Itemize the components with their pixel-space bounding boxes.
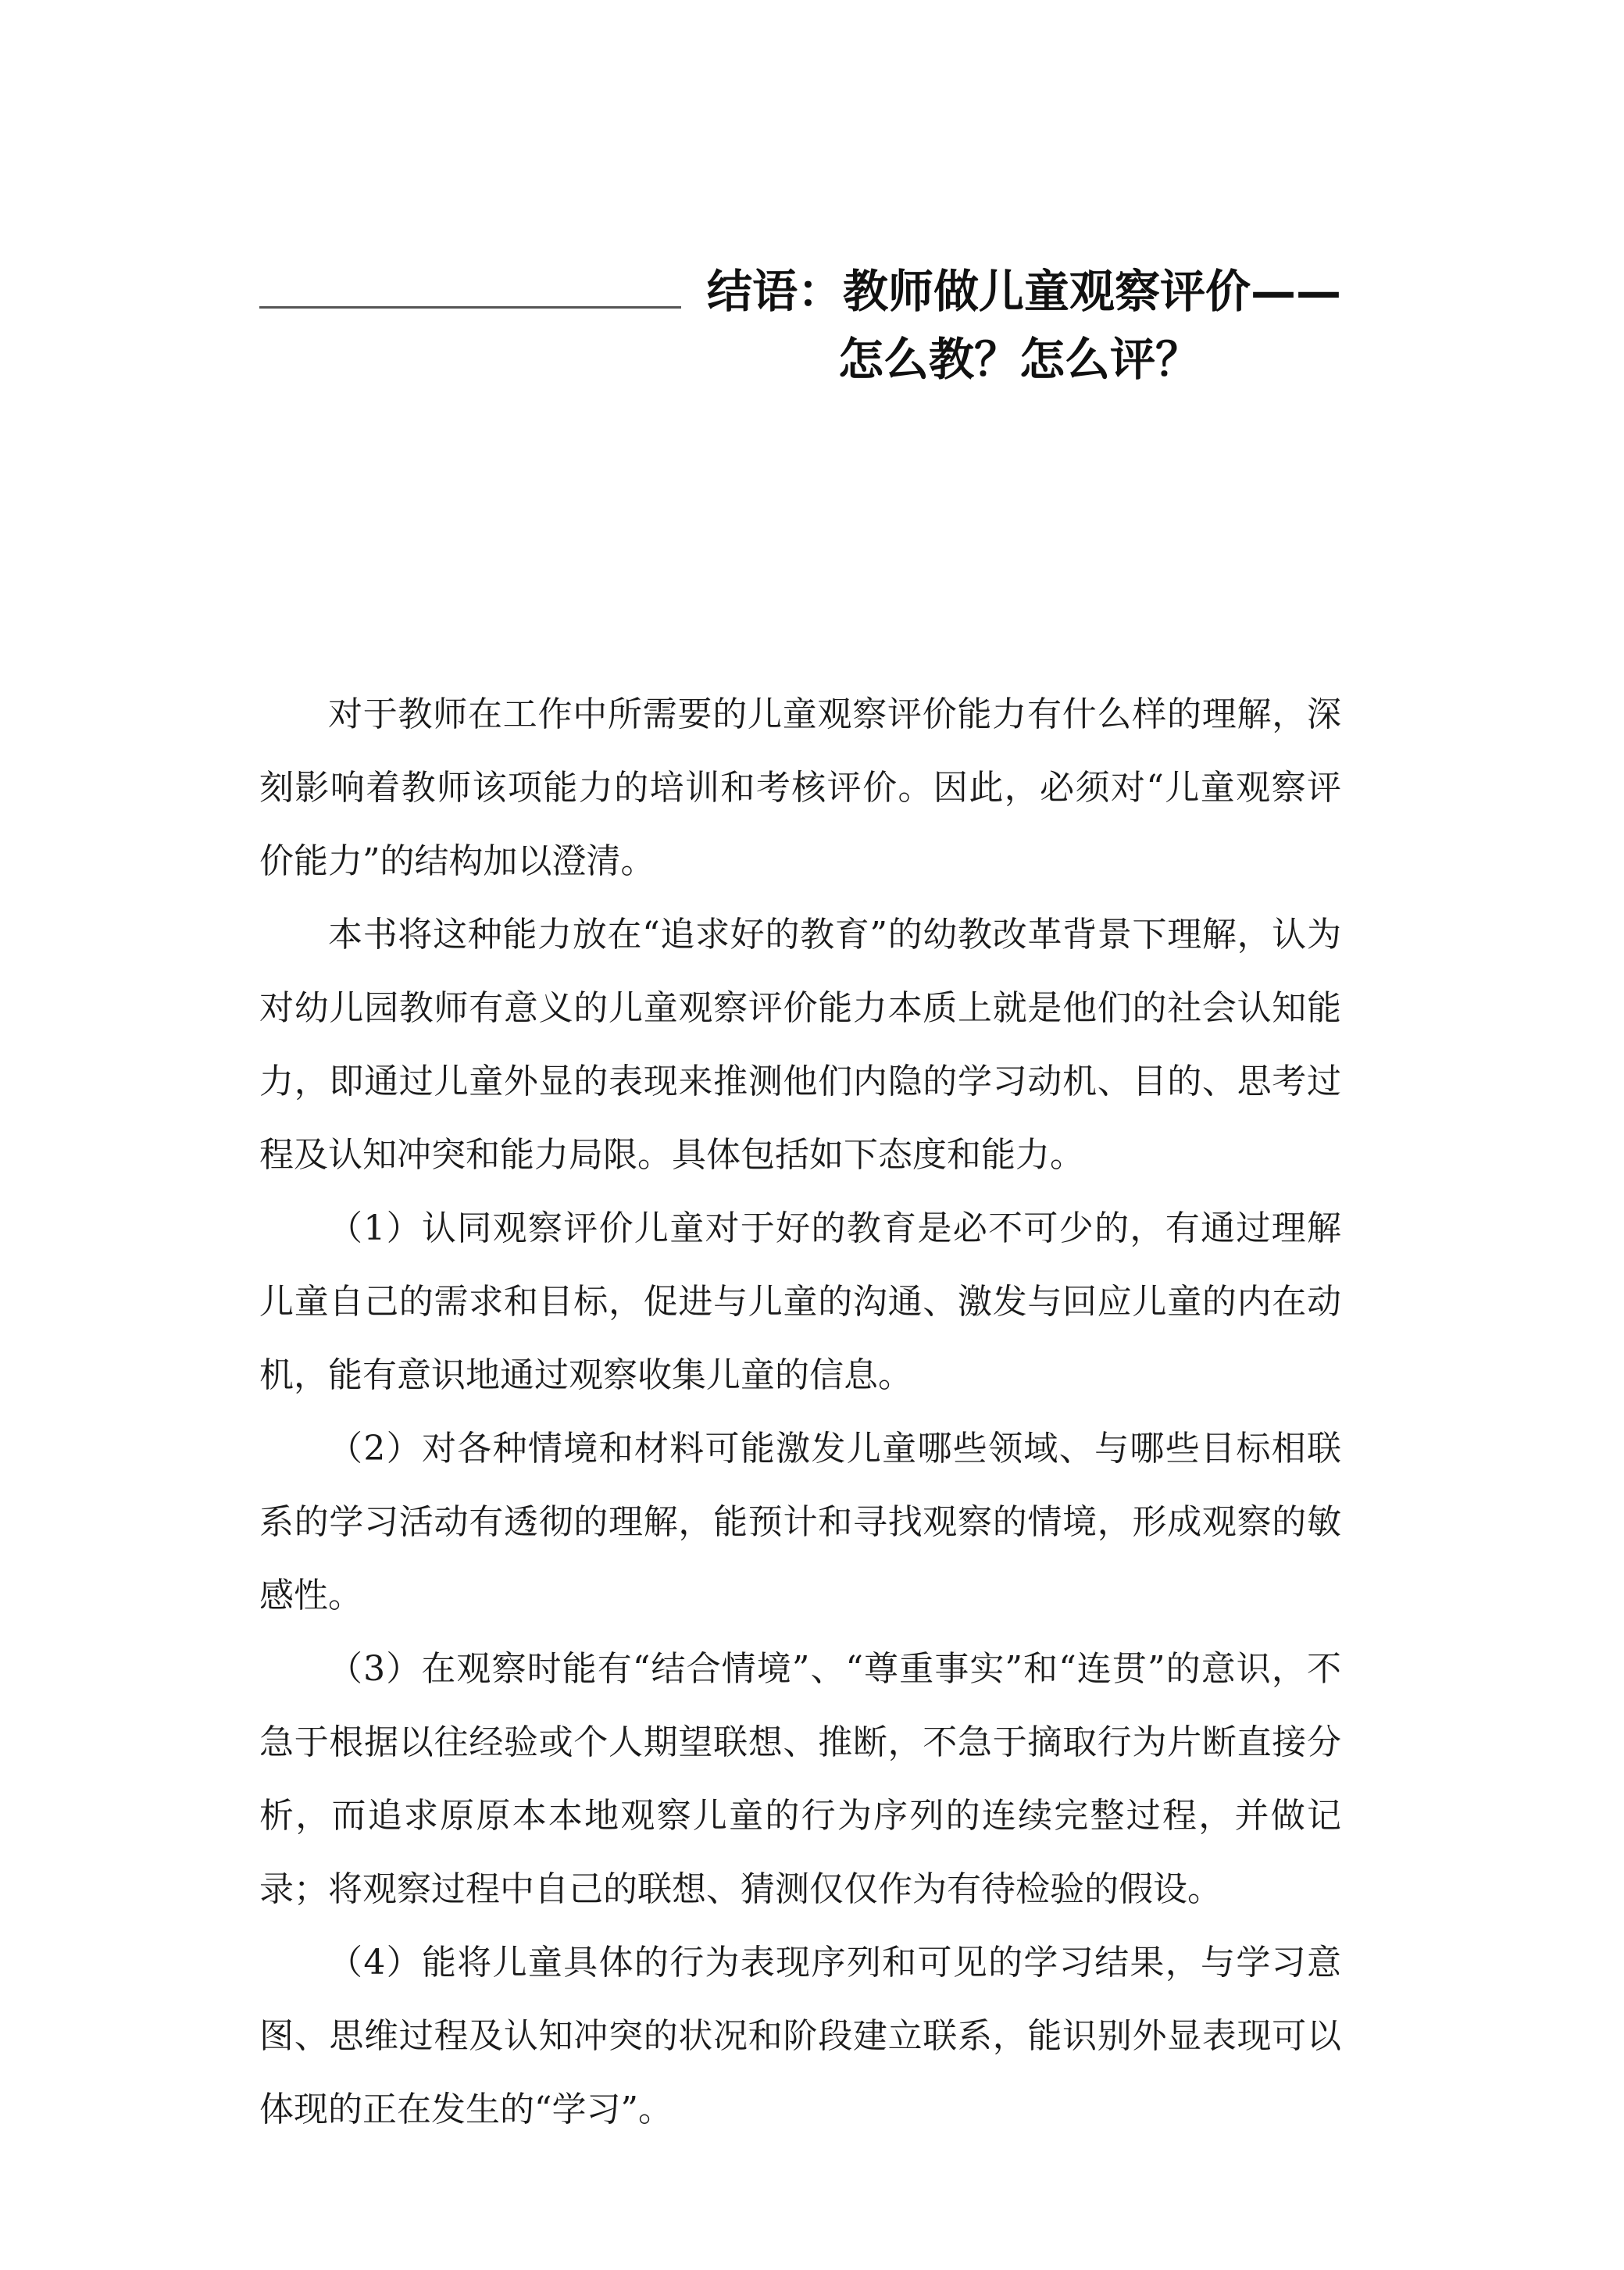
chapter-title-line2: 怎么教？怎么评？ [838, 333, 1201, 386]
chapter-title-line1: 结语：教师做儿童观察评价—— [707, 265, 1342, 318]
chapter-title [707, 258, 1410, 394]
paragraph-definition: 本书将这种能力放在“追求好的教育”的幼教改革背景下理解，认为对幼儿园教师有意义的儿童观察评价能力本质上就是他们的社会认知能力，即通过儿童外显的表现来推测他们内隐的学习动机、目的、思考过程及认知冲突和能力局限。具体包括如下态度和能力。 [259, 915, 1341, 1175]
paragraph-item-2: （2）对各种情境和材料可能激发儿童哪些领域、与哪些目标相联系的学习活动有透彻的理解，能预计和寻找观察的情境，形成观察的敏感性。 [259, 1429, 1341, 1615]
body-text [259, 678, 1341, 2147]
heading-rule [259, 306, 681, 309]
paragraph-item-4: （4）能将儿童具体的行为表现序列和可见的学习结果，与学习意图、思维过程及认知冲突的状况和阶段建立联系，能识别外显表现可以体现的正在发生的“学习”。 [259, 1943, 1341, 2129]
paragraph-item-1: （1）认同观察评价儿童对于好的教育是必不可少的，有通过理解儿童自己的需求和目标，促进与儿童的沟通、激发与回应儿童的内在动机，能有意识地通过观察收集儿童的信息。 [259, 1208, 1341, 1395]
paragraph-item-3: （3）在观察时能有“结合情境”、“尊重事实”和“连贯”的意识，不急于根据以往经验或个人期望联想、推断，不急于摘取行为片断直接分析，而追求原原本本地观察儿童的行为序列的连续完整过程，并做记录；将观察过程中自己的联想、猜测仅仅作为有待检验的假设。 [259, 1649, 1341, 1909]
paragraph-intro: 对于教师在工作中所需要的儿童观察评价能力有什么样的理解，深刻影响着教师该项能力的培训和考核评价。因此，必须对“儿童观察评价能力”的结构加以澄清。 [259, 694, 1341, 881]
